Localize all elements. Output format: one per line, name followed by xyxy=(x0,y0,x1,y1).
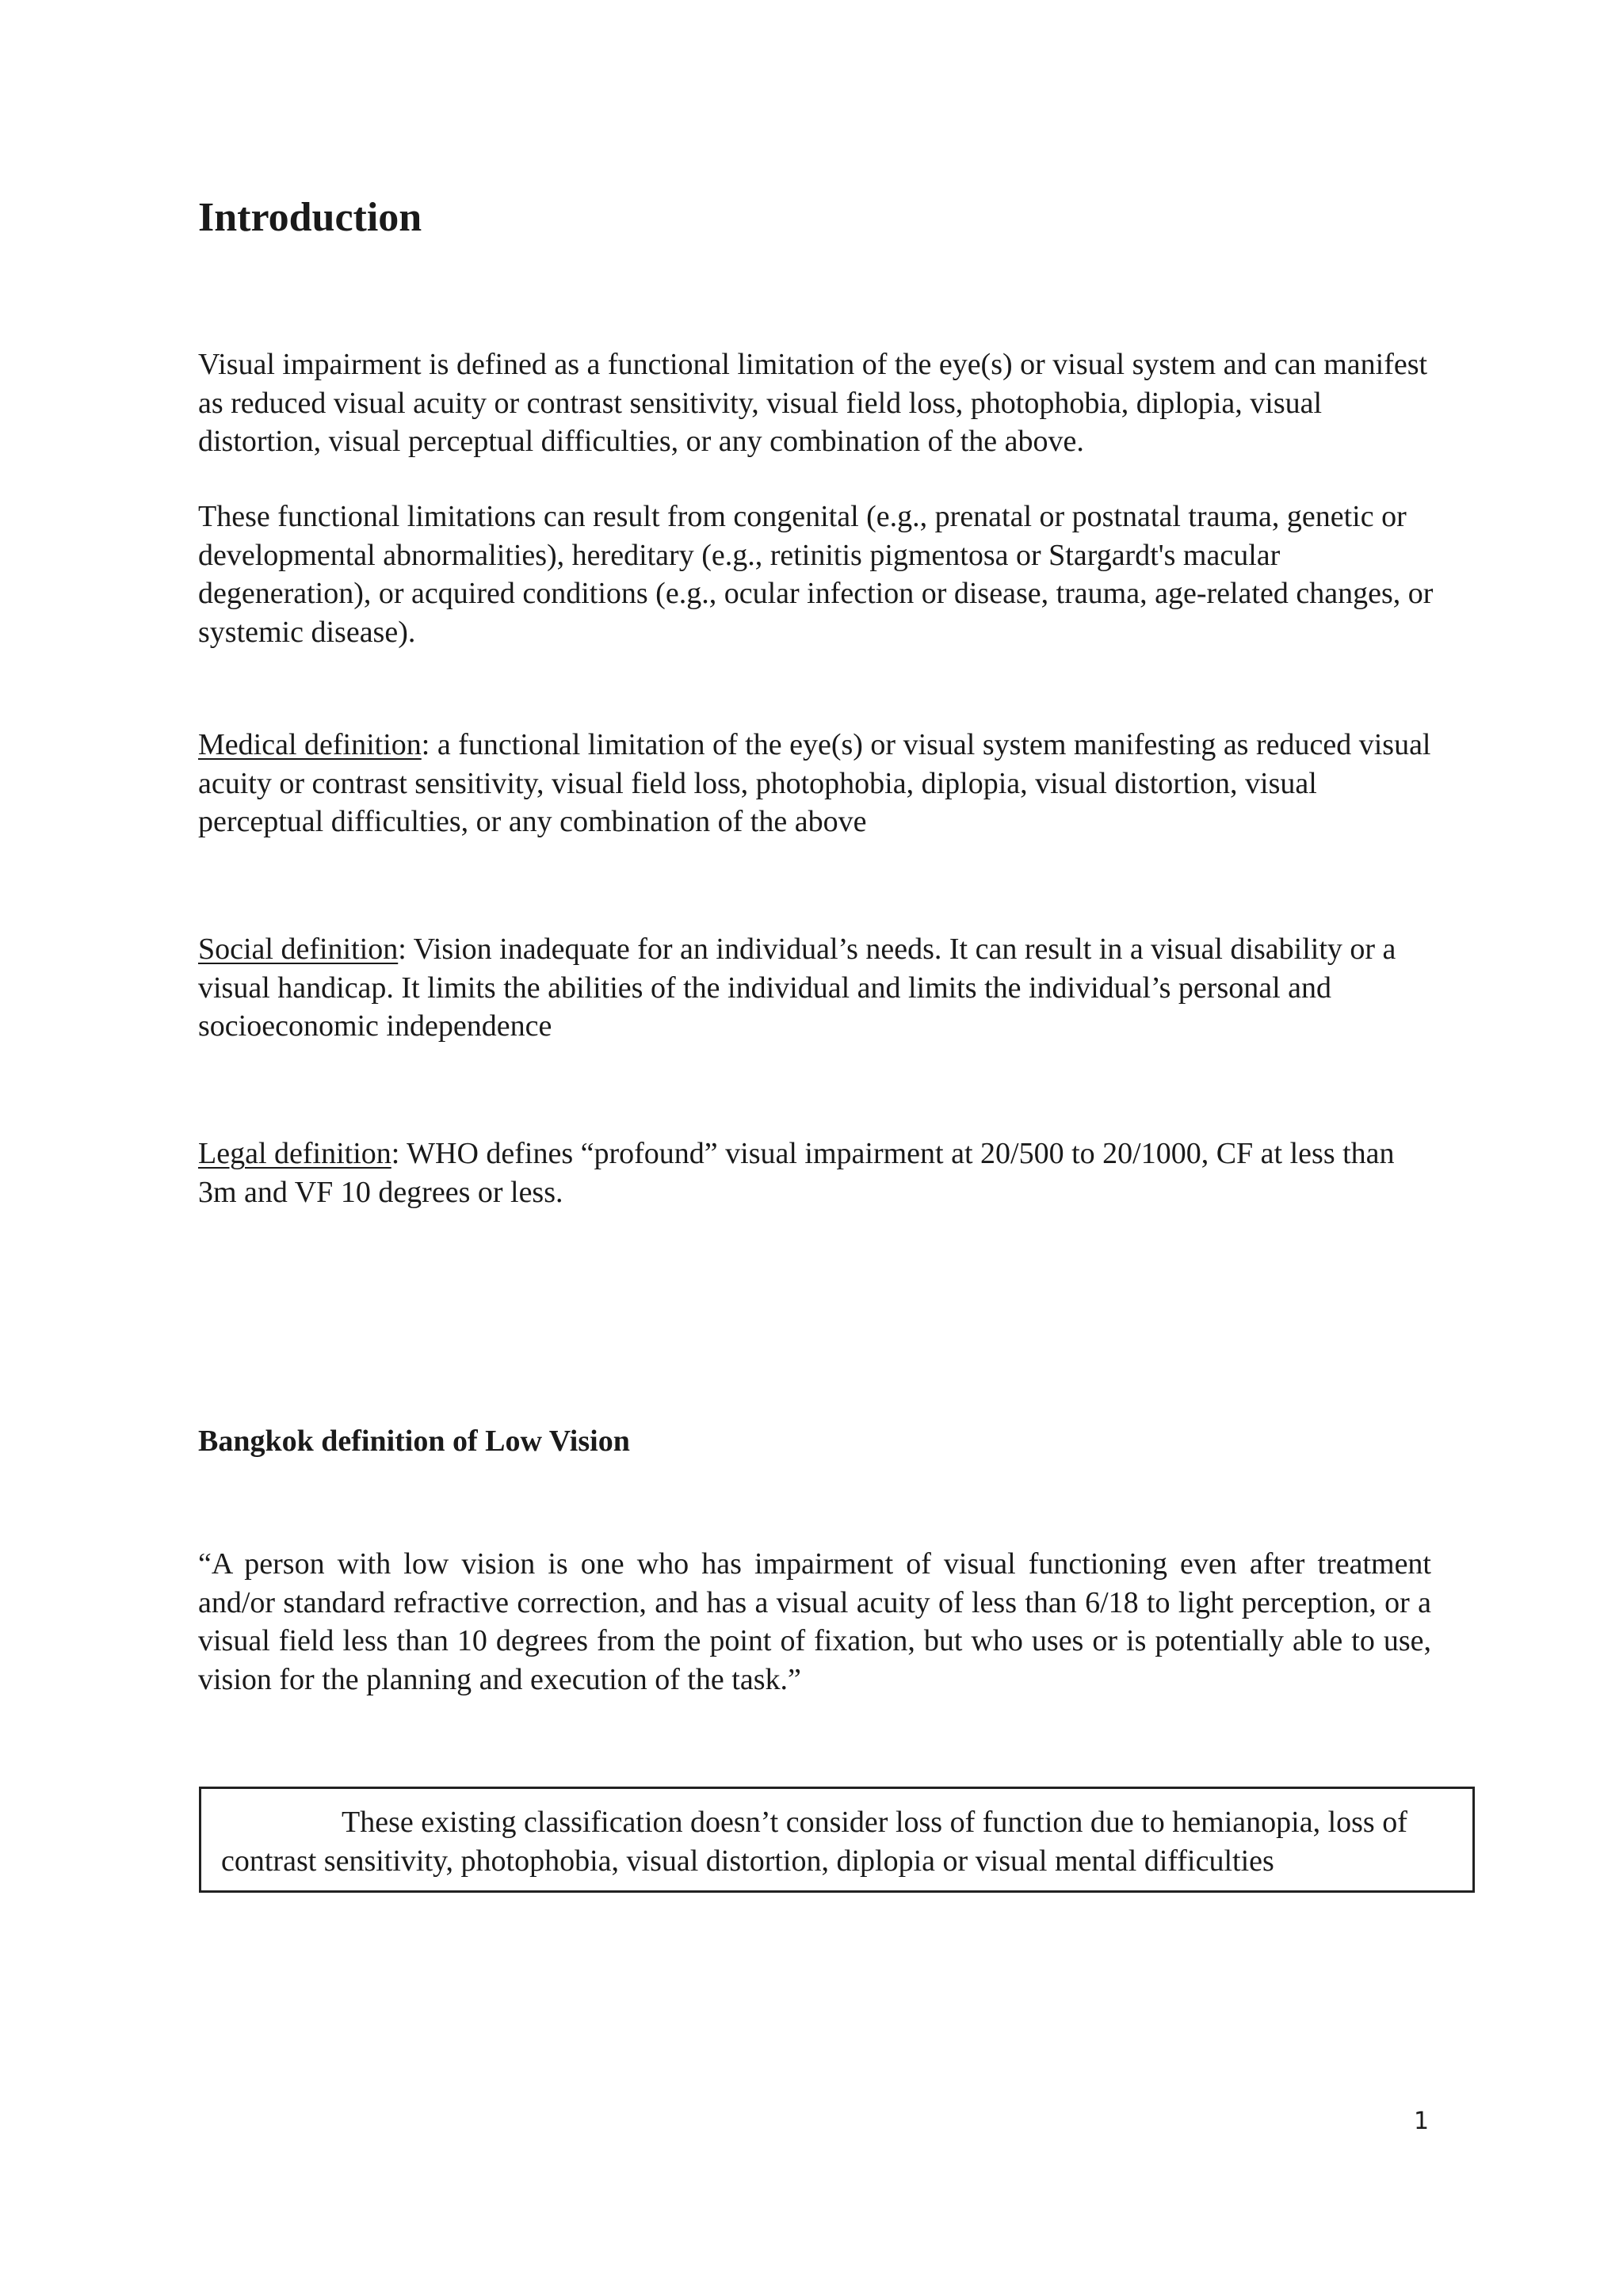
legal-definition-text: : WHO defines “profound” visual impairment at 20/500 to 20/1000, CF at less than 3m and VF 10 degrees or less. xyxy=(198,1137,1395,1209)
classification-note-text: These existing classification doesn’t consider loss of function due to hemianopia, loss of contrast sensitivity, photophobia, visual distortion, diplopia or visual mental difficulties xyxy=(221,1806,1407,1878)
classification-note-box xyxy=(199,1787,1475,1893)
social-definition xyxy=(198,930,1434,1046)
legal-definition-term: Legal definition xyxy=(198,1137,391,1170)
social-definition-term: Social definition xyxy=(198,933,399,966)
page-number: 1 xyxy=(1414,2107,1430,2135)
intro-paragraph-2: These functional limitations can result from congenital (e.g., prenatal or postnatal trauma, genetic or developmental abnormalities), hereditary (e.g., retinitis pigmentosa or Stargardt's macular degeneration), or acquired conditions (e.g., ocular infection or disease, trauma, age-related changes, or systemic disease). xyxy=(198,500,1434,649)
social-definition-text: : Vision inadequate for an individual’s needs. It can result in a visual disability or a visual handicap. It limits the abilities of the individual and limits the individual’s personal and socioeconomic independence xyxy=(198,933,1396,1043)
medical-definition-text: : a functional limitation of the eye(s) or visual system manifesting as reduced visual acuity or contrast sensitivity, visual field loss, photophobia, diplopia, visual distortion, visual perceptual difficulties, or any combination of the above xyxy=(198,728,1431,838)
medical-definition-term: Medical definition xyxy=(198,728,422,761)
page-title: Introduction xyxy=(198,195,422,240)
intro-paragraph-1: Visual impairment is defined as a functional limitation of the eye(s) or visual system and can manifest as reduced visual acuity or contrast sensitivity, visual field loss, photophobia, diplopia, visual distortion, visual perceptual difficulties, or any combination of the above. xyxy=(198,348,1428,458)
section-heading-bangkok: Bangkok definition of Low Vision xyxy=(198,1425,630,1458)
bangkok-definition-quote: “A person with low vision is one who has impairment of visual functioning even after treatment and/or standard refractive correction, and has a visual acuity of less than 6/18 to light perception, or a visual field less than 10 degrees from the point of fixation, but who uses or is potentially able to use, vision for the planning and execution of the task.” xyxy=(198,1547,1431,1696)
medical-definition xyxy=(198,726,1434,841)
legal-definition xyxy=(198,1135,1434,1211)
